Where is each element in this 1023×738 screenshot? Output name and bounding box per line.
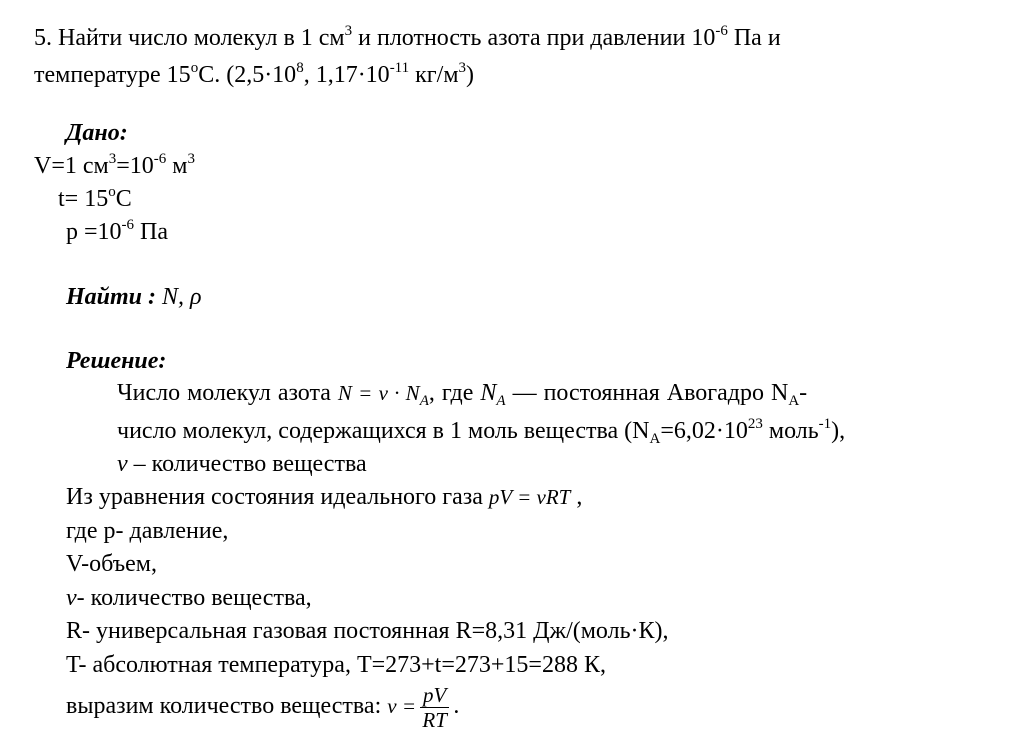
superscript: -11	[389, 60, 410, 76]
symbol-nu: ν	[66, 585, 77, 611]
subscript: A	[496, 393, 506, 409]
text: Па	[134, 219, 169, 245]
text: .	[453, 693, 460, 719]
find-line	[66, 283, 202, 311]
text: t= 15	[58, 186, 109, 212]
subscript: A	[419, 393, 429, 409]
fraction	[420, 683, 449, 732]
superscript: -1	[818, 416, 832, 432]
superscript: -6	[153, 151, 167, 167]
solution-line-10	[66, 681, 459, 732]
text: )	[466, 62, 474, 88]
solution-line-4	[66, 483, 582, 511]
text: C	[115, 186, 132, 212]
problem-line-2	[34, 61, 474, 92]
text: =10	[116, 153, 154, 179]
fraction-denominator: RT	[422, 707, 447, 732]
text: моль	[762, 418, 819, 444]
symbol-nu: ν	[117, 451, 128, 477]
solution-line-6: V-объем,	[66, 551, 157, 577]
fraction-numerator: pV	[420, 683, 449, 708]
superscript: o	[108, 184, 116, 200]
given-title: Дано:	[66, 120, 128, 146]
text: , 1,17·10	[303, 62, 390, 88]
solution-line-2	[117, 417, 845, 448]
solution-line-7	[66, 584, 312, 612]
text: – количество вещества	[127, 451, 367, 477]
formula: N = ν · N	[337, 381, 420, 405]
superscript: 3	[458, 60, 466, 76]
given-volume	[34, 152, 195, 183]
find-value: N, ρ	[156, 284, 202, 310]
superscript: o	[190, 60, 199, 76]
superscript: 8	[296, 60, 304, 76]
text: -	[799, 380, 808, 406]
text: V=1 см	[34, 153, 109, 179]
text: число молекул, содержащихся в 1 моль вещества (N	[117, 418, 650, 444]
solution-title: Решение:	[66, 348, 167, 374]
text: температуре 15	[34, 62, 191, 88]
formula: N	[480, 380, 497, 406]
superscript: -6	[121, 217, 135, 233]
text: - количество вещества,	[76, 585, 312, 611]
solution-line-5: где р- давление,	[66, 518, 229, 544]
text: выразим количество вещества:	[66, 693, 388, 719]
text: Па и	[727, 25, 781, 51]
superscript: 3	[187, 151, 195, 167]
solution-line-3	[117, 450, 367, 478]
text: Число молекул азота	[117, 380, 338, 406]
subscript: A	[649, 431, 661, 447]
find-label: Найти :	[66, 284, 157, 310]
solution-line-8: R- универсальная газовая постоянная R=8,31 Дж/(моль·К),	[66, 618, 669, 644]
text: ),	[831, 418, 846, 444]
superscript: 3	[108, 151, 117, 167]
given-pressure	[66, 218, 168, 249]
subscript: A	[788, 393, 800, 409]
text: Из уравнения состояния идеального газа	[66, 484, 489, 510]
text: м	[166, 153, 188, 179]
formula: ν =	[387, 694, 416, 718]
text: С. (2,5·10	[198, 62, 297, 88]
superscript: 23	[747, 416, 763, 432]
text: p =10	[66, 219, 122, 245]
solution-line-9: T- абсолютная температура, T=273+t=273+15=288 К,	[66, 652, 606, 678]
superscript: 3	[344, 23, 353, 39]
text: , где	[428, 380, 481, 406]
text: — постоянная Авогадро N	[505, 380, 789, 406]
problem-line-1	[34, 24, 781, 55]
text: =6,02·10	[660, 418, 748, 444]
formula: pV = νRT	[488, 485, 571, 509]
text: ,	[570, 484, 583, 510]
superscript: -6	[715, 23, 728, 39]
text: кг/м	[409, 62, 459, 88]
text: и плотность азота при давлении 10	[352, 25, 716, 51]
text: 5. Найти число молекул в 1 см	[34, 25, 345, 51]
given-temperature	[58, 185, 132, 216]
solution-line-1	[117, 379, 807, 410]
